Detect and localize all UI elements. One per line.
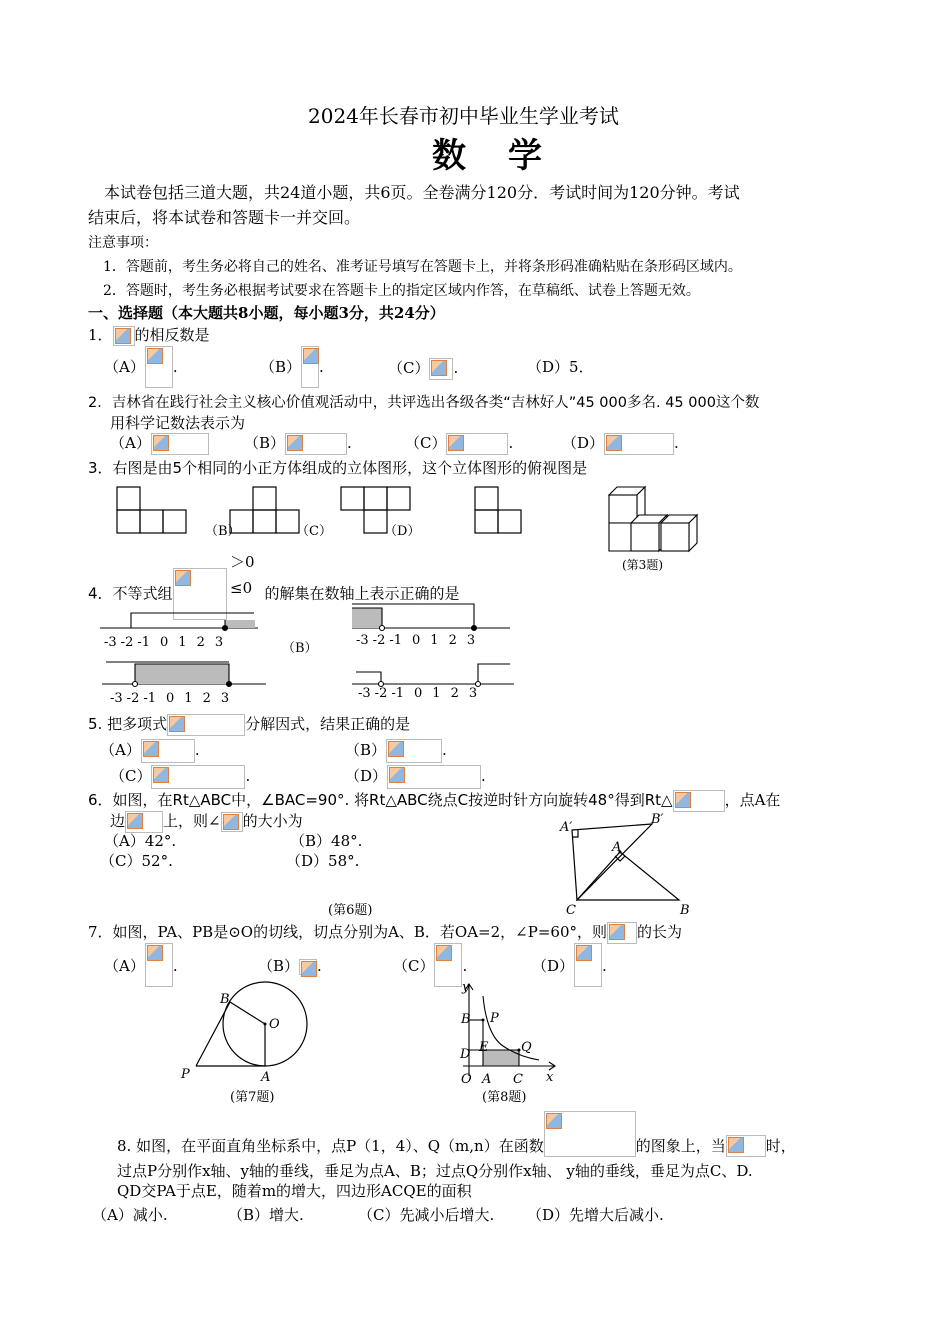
- q8-label-o: O: [461, 1072, 472, 1087]
- formula-image: [145, 943, 173, 987]
- q5-option-c: （C） .: [110, 765, 250, 789]
- q7-option-b: （B） .: [258, 957, 322, 975]
- q6-label-a1: A′: [560, 820, 573, 835]
- q1-option-a: （A） .: [104, 358, 178, 388]
- formula-image: [726, 1135, 766, 1157]
- q3-label-b: （B）: [205, 524, 241, 539]
- q7-option-a: （A） .: [104, 957, 178, 987]
- q8-line-2: 过点P分别作x轴、y轴的垂线，垂足为点A、B；过点Q分别作x轴、 y轴的垂线，垂足为点C、D.: [117, 1162, 753, 1180]
- q2-line-1: 2．吉林省在践行社会主义核心价值观活动中，共评选出各级各类“吉林好人”45 000多名. 45 000这个数: [88, 395, 760, 411]
- q8-line-3: QD交PA于点E，随着m的增大，四边形ACQE的面积: [117, 1182, 472, 1200]
- q2-option-d: （D） .: [562, 433, 679, 455]
- q2-line-2: 用科学记数法表示为: [110, 414, 246, 432]
- q1-num: 1．: [88, 326, 113, 344]
- q8-label-a: A: [482, 1072, 492, 1087]
- q2-option-c: （C） .: [405, 433, 513, 455]
- q7-fig-caption: (第7题): [230, 1090, 275, 1105]
- q8-label-p: P: [490, 1011, 499, 1026]
- q1-option-c: （C） .: [388, 358, 458, 380]
- formula-image: [446, 433, 508, 455]
- formula-image: [125, 811, 163, 833]
- q7-label-o: O: [269, 1017, 280, 1032]
- formula-image: [145, 346, 173, 388]
- formula-image: [574, 943, 602, 987]
- q6-option-c: （C）52°.: [100, 852, 173, 870]
- formula-image: [607, 922, 637, 944]
- formula-image: [429, 358, 453, 380]
- formula-image: [386, 739, 442, 763]
- q8-label-q: Q: [521, 1040, 532, 1055]
- q6-label-a: A: [612, 840, 622, 855]
- q4-number-lines: [98, 600, 538, 700]
- note-2: 2．答题时，考生务必根据考试要求在答题卡上的指定区域内作答，在草稿纸、试卷上答题无效。: [103, 283, 700, 299]
- q8-option-c: （C）先减小后增大.: [358, 1206, 495, 1224]
- q3-options-figure: [110, 484, 650, 554]
- formula-image: [544, 1111, 636, 1157]
- q7-option-c: （C） .: [393, 957, 467, 987]
- intro-line-2: 结束后，将本试卷和答题卡一并交回。: [88, 208, 361, 227]
- q8-line-1: 8. 如图，在平面直角坐标系中，点P（1，4）、Q（m,n）在函数 的图象上，当 时，: [117, 1111, 796, 1157]
- q7-option-d: （D） .: [532, 957, 607, 987]
- q6-label-b: B: [680, 903, 690, 918]
- q4-ticks-b: -3 -2 -1 0 1 2 3: [356, 633, 476, 648]
- q4-ineq-1: ＞0: [230, 553, 255, 571]
- q5-option-a: （A） .: [100, 739, 200, 763]
- note-1: 1．答题前，考生务必将自己的姓名、准考证号填写在答题卡上，并将条形码准确粘贴在条形码区域内。: [103, 259, 742, 275]
- intro-line-1: 本试卷包括三道大题，共24道小题，共6页。全卷满分120分．考试时间为120分钟。考试: [104, 183, 740, 202]
- formula-image: [151, 765, 245, 789]
- q5-option-b: （B） .: [345, 739, 447, 763]
- q6-line-1: 6．如图，在Rt△ABC中，∠BAC=90°. 将Rt△ABC绕点C按逆时针方向旋转48°得到Rt△ ，点A在: [88, 790, 780, 812]
- exam-title: 2024年长春市初中毕业生学业考试: [308, 104, 619, 128]
- q7-figure: [180, 990, 320, 1080]
- formula-image: [299, 959, 317, 975]
- q1-stem: [88, 326, 210, 346]
- formula-image: [387, 765, 481, 789]
- q4-stem: 4．不等式组 的解集在数轴上表示正确的是: [88, 568, 460, 620]
- formula-image: [301, 346, 319, 388]
- q1-option-b: （B） .: [260, 358, 324, 388]
- q7-label-p: P: [181, 1067, 190, 1082]
- q8-label-d: D: [460, 1047, 471, 1062]
- q6-option-a: （A）42°.: [104, 832, 177, 850]
- q6-option-d: （D）58°.: [286, 852, 360, 870]
- q1-option-d: （D）5．: [527, 358, 594, 376]
- q8-option-a: （A）减小.: [92, 1206, 168, 1224]
- q3-label-d: （D）: [384, 524, 421, 539]
- formula-image: [151, 433, 209, 455]
- q8-label-x: x: [546, 1070, 554, 1085]
- formula-image: [285, 433, 347, 455]
- notes-title: 注意事项：: [88, 235, 158, 251]
- q8-label-c: C: [513, 1072, 523, 1087]
- section-1-title: 一、选择题（本大题共8小题，每小题3分，共24分）: [88, 304, 445, 322]
- formula-image: [673, 790, 725, 812]
- subject-title: 数 学: [432, 136, 546, 176]
- q4-label-b: （B）: [282, 641, 318, 656]
- formula-image: [141, 739, 195, 763]
- q6-fig-caption: (第6题): [328, 903, 373, 918]
- q7-label-a: A: [261, 1070, 271, 1085]
- formula-image: [604, 433, 674, 455]
- q5-option-d: （D） .: [345, 765, 486, 789]
- q4-ineq-2: ≤0: [230, 579, 253, 597]
- q4-ticks-d: -3 -2 -1 0 1 2 3: [358, 686, 478, 701]
- q3-fig-caption: (第3题): [622, 558, 663, 572]
- q2-option-b: （B） .: [244, 433, 352, 455]
- q6-line-2: 边 上，则∠ 的大小为: [110, 811, 303, 833]
- formula-image: [113, 326, 135, 346]
- q3-stem: 3．右图是由5个相同的小正方体组成的立体图形，这个立体图形的俯视图是: [88, 459, 588, 477]
- q8-fig-caption: (第8题): [482, 1090, 527, 1105]
- q5-stem: 5. 把多项式 分解因式，结果正确的是: [88, 714, 410, 736]
- q2-option-a: （A）: [110, 433, 209, 455]
- q3-cube-figure: [605, 485, 705, 565]
- q6-label-c: C: [566, 903, 576, 918]
- formula-image: [167, 714, 245, 736]
- q3-label-c: （C）: [296, 524, 332, 539]
- q8-label-b: B: [461, 1012, 471, 1027]
- q8-label-e: E: [479, 1040, 489, 1055]
- q8-option-b: （B）增大.: [228, 1206, 304, 1224]
- q7-stem: 7．如图，PA、PB是⊙O的切线，切点分别为A、B．若OA=2，∠P=60°，则 的长为: [88, 922, 682, 944]
- q8-label-y: y: [462, 980, 470, 995]
- q6-option-b: （B）48°.: [290, 832, 363, 850]
- q8-option-d: （D）先增大后减小.: [527, 1206, 664, 1224]
- q1-text: 的相反数是: [134, 326, 210, 344]
- q4-ticks-a: -3 -2 -1 0 1 2 3: [104, 635, 224, 650]
- formula-image: [221, 812, 243, 832]
- q6-label-b1: B′: [651, 812, 664, 827]
- q7-label-b: B: [220, 992, 230, 1007]
- q6-figure: [560, 810, 700, 910]
- q4-ticks-c: -3 -2 -1 0 1 2 3: [110, 691, 230, 706]
